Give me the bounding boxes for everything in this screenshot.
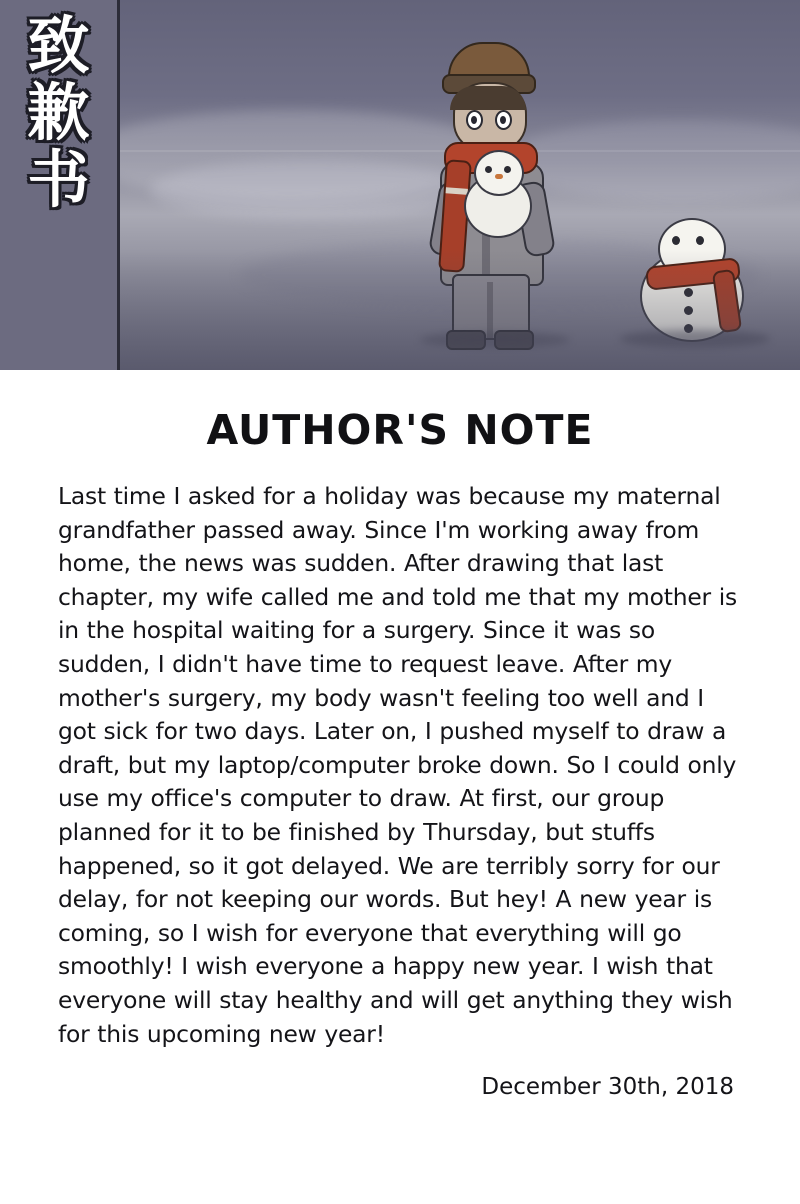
snow-scene-illustration xyxy=(120,0,800,370)
vertical-title-panel xyxy=(0,0,120,370)
note-date: December 30th, 2018 xyxy=(481,1074,734,1101)
vertical-title-char-3: 书 xyxy=(27,143,90,217)
child-eye-left xyxy=(466,110,483,130)
plush-eye-left xyxy=(485,166,492,173)
page-title: AUTHOR'S NOTE xyxy=(206,406,594,454)
vertical-title-char-1: 致 xyxy=(27,9,90,82)
ground-shading xyxy=(120,250,800,370)
child-hair xyxy=(450,86,526,110)
note-content xyxy=(0,370,800,1100)
snowman-eye-right xyxy=(696,236,704,245)
snowman-eye-left xyxy=(672,236,680,245)
note-body-text: Last time I asked for a holiday was because my maternal grandfather passed away. Since I'm working away from home, the news was sudden. After drawing that last chapter, my wife called me and told me that my mother is in the hospital waiting for a surgery. Since it was so sudden, I didn't have time to request leave. After my mother's surgery, my body wasn't feeling too well and I got sick for two days. Later on, I pushed myself to draw a draft, but my laptop/computer broke down. So I could only use my office's computer to draw. At first, our group planned for it to be finished by Thursday, but stuffs happened, so it got delayed. We are terribly sorry for our delay, for not keeping our words. But hey! A new year is coming, so I wish for everyone that everything will go smoothly! I wish everyone a happy new year. I wish that everyone will stay healthy and will get anything they wish for this upcoming new year! xyxy=(58,482,737,1048)
child-eye-right xyxy=(495,110,512,130)
plush-nose xyxy=(495,174,503,179)
snowman-plush-held xyxy=(454,150,538,240)
vertical-title-char-2: 歉 xyxy=(27,76,90,150)
header-illustration-banner xyxy=(0,0,800,370)
plush-head xyxy=(474,150,524,196)
vertical-title xyxy=(27,9,90,217)
plush-eye-right xyxy=(504,166,511,173)
